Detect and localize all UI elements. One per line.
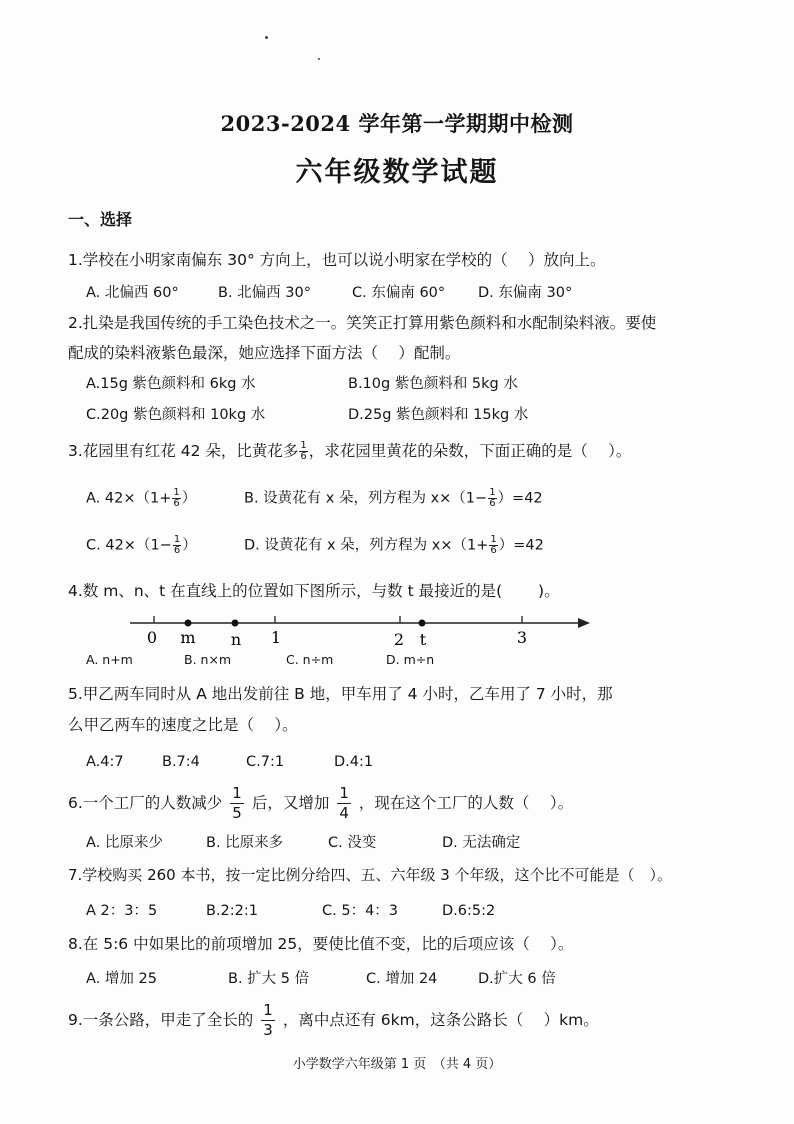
q8-option-c: C. 增加 24	[366, 971, 438, 987]
label-three: 3	[516, 628, 528, 647]
label-t: t	[419, 630, 427, 649]
q4-option-b: B. n×m	[184, 652, 232, 667]
q3-option-b: B. 设黄花有 x 朵，列方程为 x×（1− $\frac{1}{6}$ ）=42	[244, 487, 543, 509]
label-two: 2	[393, 630, 405, 649]
q3-stem-part1: 3.花园里有红花 42 朵，比黄花多	[68, 442, 299, 460]
q3-option-c: C. 42×（1− $\frac{1}{6}$ ）	[86, 534, 197, 556]
point-t	[419, 620, 426, 627]
exam-subtitle: 六年级数学试题	[295, 157, 499, 188]
q8-option-d: D.扩大 6 倍	[478, 971, 556, 987]
fraction-one-sixth: $\frac{1}{6}$	[173, 487, 180, 509]
fraction-one-sixth: $\frac{1}{6}$	[490, 534, 497, 556]
q4-option-a: A. n+m	[86, 652, 133, 667]
question-2-stem-line2: 配成的染料液紫色最深，她应选择下面方法（ ）配制。	[68, 344, 461, 362]
q7-option-d: D.6:5:2	[442, 903, 496, 919]
q1-option-d: D. 东偏南 30°	[478, 285, 573, 301]
q6-option-a: A. 比原来少	[86, 835, 163, 851]
q1-option-a: A. 北偏西 60°	[86, 285, 179, 301]
q7-option-b: B.2:2:1	[206, 903, 259, 919]
fraction-one-fifth: $\frac{1}{5}$	[232, 784, 242, 822]
point-n	[232, 620, 239, 627]
question-7-stem: 7.学校购买 260 本书，按一定比例分给四、五、六年级 3 个年级，这个比不可能是（ ）。	[68, 866, 673, 884]
q5-option-a: A.4:7	[86, 754, 124, 770]
q2-option-d: D.25g 紫色颜料和 15kg 水	[348, 407, 529, 423]
q4-option-d: D. m÷n	[386, 652, 435, 667]
label-one: 1	[270, 628, 282, 647]
question-3-stem	[68, 441, 631, 462]
q7-option-c: C. 5：4：3	[322, 903, 399, 919]
number-line	[0, 610, 794, 650]
label-n: n	[230, 630, 242, 649]
question-8-stem: 8.在 5:6 中如果比的前项增加 25，要使比值不变，比的后项应该（ ）。	[68, 935, 574, 953]
q6-option-c: C. 没变	[328, 835, 377, 851]
q4-option-c: C. n÷m	[286, 652, 334, 667]
question-1-stem: 1.学校在小明家南偏东 30° 方向上，也可以说小明家在学校的（ ）放向上。	[68, 251, 606, 269]
q6-option-b: B. 比原来多	[206, 835, 284, 851]
fraction-one-sixth: $\frac{1}{6}$	[300, 440, 307, 462]
q2-option-c: C.20g 紫色颜料和 10kg 水	[86, 407, 266, 423]
q5-option-b: B.7:4	[162, 754, 200, 770]
fraction-one-third: $\frac{1}{3}$	[263, 1001, 273, 1039]
section-heading: 一、选择	[68, 210, 133, 229]
question-6-stem: 6.一个工厂的人数减少 $\frac{1}{5}$ 后，又增加 $\frac{1}{4}$ ，现在这个工厂的人数（ ）。	[68, 784, 574, 822]
question-5-stem-line1: 5.甲乙两车同时从 A 地出发前往 B 地，甲车用了 4 小时，乙车用了 7 小时，那	[68, 685, 613, 703]
fraction-one-sixth: $\frac{1}{6}$	[173, 534, 181, 556]
point-m	[185, 620, 192, 627]
exam-title: 2023-2024 学年第一学期期中检测	[220, 111, 574, 136]
label-m: m	[180, 628, 196, 647]
q2-option-a: A.15g 紫色颜料和 6kg 水	[86, 376, 256, 392]
q1-option-c: C. 东偏南 60°	[352, 285, 446, 301]
q3-stem-part2: ，求花园里黄花的朵数，下面正确的是（ ）。	[308, 442, 632, 460]
question-5-stem-line2: 么甲乙两车的速度之比是（ ）。	[68, 716, 298, 734]
page-footer: 小学数学六年级第 1 页 （共 4 页）	[292, 1057, 502, 1072]
q6-option-d: D. 无法确定	[442, 835, 521, 851]
question-2-stem-line1: 2.扎染是我国传统的手工染色技术之一。笑笑正打算用紫色颜料和水配制染料液。要使	[68, 314, 657, 332]
fraction-one-sixth: $\frac{1}{6}$	[489, 487, 496, 509]
label-zero: 0	[146, 628, 158, 647]
scan-speck	[265, 36, 268, 39]
q7-option-a: A 2：3：5	[86, 903, 158, 919]
q5-option-d: D.4:1	[334, 754, 374, 770]
q3-option-a: A. 42×（1+ $\frac{1}{6}$ ）	[86, 487, 197, 509]
q1-option-b: B. 北偏西 30°	[218, 285, 311, 301]
q2-option-b: B.10g 紫色颜料和 5kg 水	[348, 376, 518, 392]
number-line-arrow	[578, 618, 590, 628]
q5-option-c: C.7:1	[246, 754, 285, 770]
q3-option-d: D. 设黄花有 x 朵，列方程为 x×（1+ $\frac{1}{6}$ ）=42	[244, 534, 544, 556]
scan-speck	[318, 58, 320, 60]
fraction-one-fourth: $\frac{1}{4}$	[339, 784, 349, 822]
question-4-stem: 4.数 m、n、t 在直线上的位置如下图所示，与数 t 最接近的是( )。	[68, 582, 560, 600]
q8-option-b: B. 扩大 5 倍	[228, 971, 310, 987]
question-9-stem: 9.一条公路，甲走了全长的 $\frac{1}{3}$ ，离中点还有 6km，这条公路长（ ）km。	[68, 1001, 599, 1039]
q8-option-a: A. 增加 25	[86, 971, 157, 987]
